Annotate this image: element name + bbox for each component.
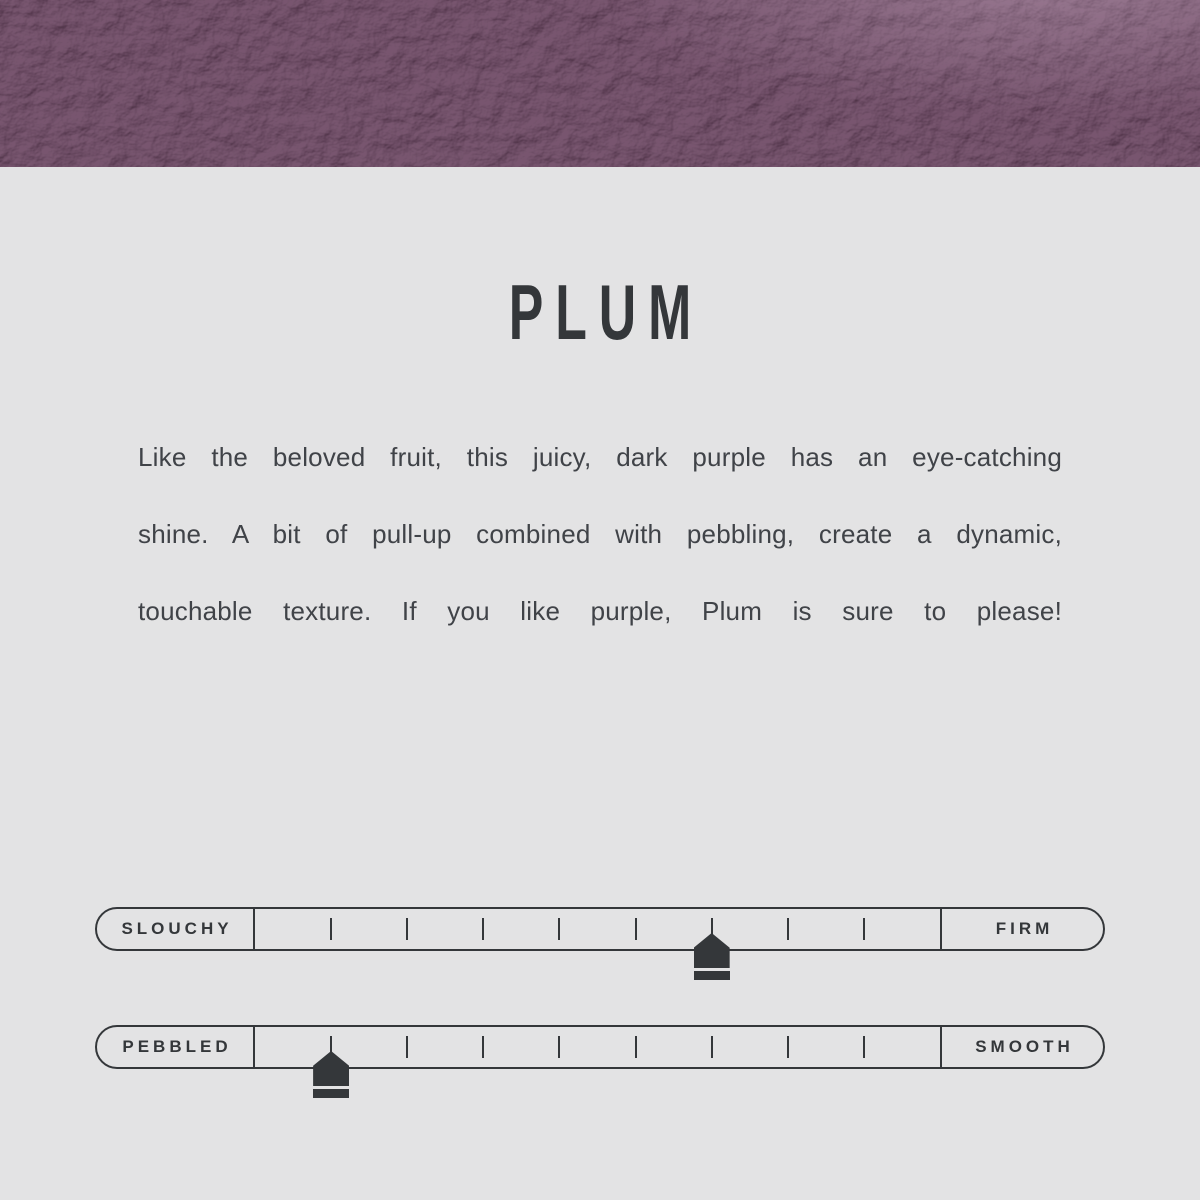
leather-texture-image bbox=[0, 0, 1200, 167]
scale-tick bbox=[406, 918, 408, 940]
scale-pill bbox=[95, 1025, 1105, 1069]
description-line-3: touchable texture. If you like purple, Plum is sure to please! bbox=[138, 596, 1062, 626]
scale-right-label: SMOOTH bbox=[940, 1027, 1103, 1067]
scale-slouchy-firm bbox=[95, 907, 1105, 951]
scale-tick bbox=[330, 918, 332, 940]
scale-marker-bar bbox=[694, 971, 730, 980]
scale-tick bbox=[711, 1036, 713, 1058]
scale-marker-nib bbox=[313, 1051, 349, 1086]
scale-pill bbox=[95, 907, 1105, 951]
description-line-2: shine. A bit of pull-up combined with pebbling, create a dynamic, bbox=[138, 519, 1062, 549]
scale-marker bbox=[694, 933, 730, 980]
page-title: PLUM bbox=[508, 268, 704, 357]
scale-tick bbox=[863, 1036, 865, 1058]
scale-tick bbox=[787, 918, 789, 940]
scale-left-label: SLOUCHY bbox=[97, 909, 255, 949]
color-description bbox=[138, 419, 1062, 650]
scale-right-label: FIRM bbox=[940, 909, 1103, 949]
scale-marker-bar bbox=[313, 1089, 349, 1098]
scale-track bbox=[255, 909, 940, 949]
scale-marker bbox=[313, 1051, 349, 1098]
leather-highlight-gradient bbox=[0, 0, 1200, 167]
scale-tick bbox=[787, 1036, 789, 1058]
scale-track bbox=[255, 1027, 940, 1067]
scale-tick bbox=[863, 918, 865, 940]
scale-tick bbox=[482, 1036, 484, 1058]
scale-tick bbox=[558, 918, 560, 940]
scale-left-label: PEBBLED bbox=[97, 1027, 255, 1067]
scale-pebbled-smooth bbox=[95, 1025, 1105, 1069]
description-line-1: Like the beloved fruit, this juicy, dark purple has an eye-catching bbox=[138, 442, 1062, 472]
scale-tick bbox=[406, 1036, 408, 1058]
scale-tick bbox=[635, 918, 637, 940]
scale-marker-nib bbox=[694, 933, 730, 968]
scale-tick bbox=[635, 1036, 637, 1058]
scale-tick bbox=[558, 1036, 560, 1058]
scale-tick bbox=[482, 918, 484, 940]
